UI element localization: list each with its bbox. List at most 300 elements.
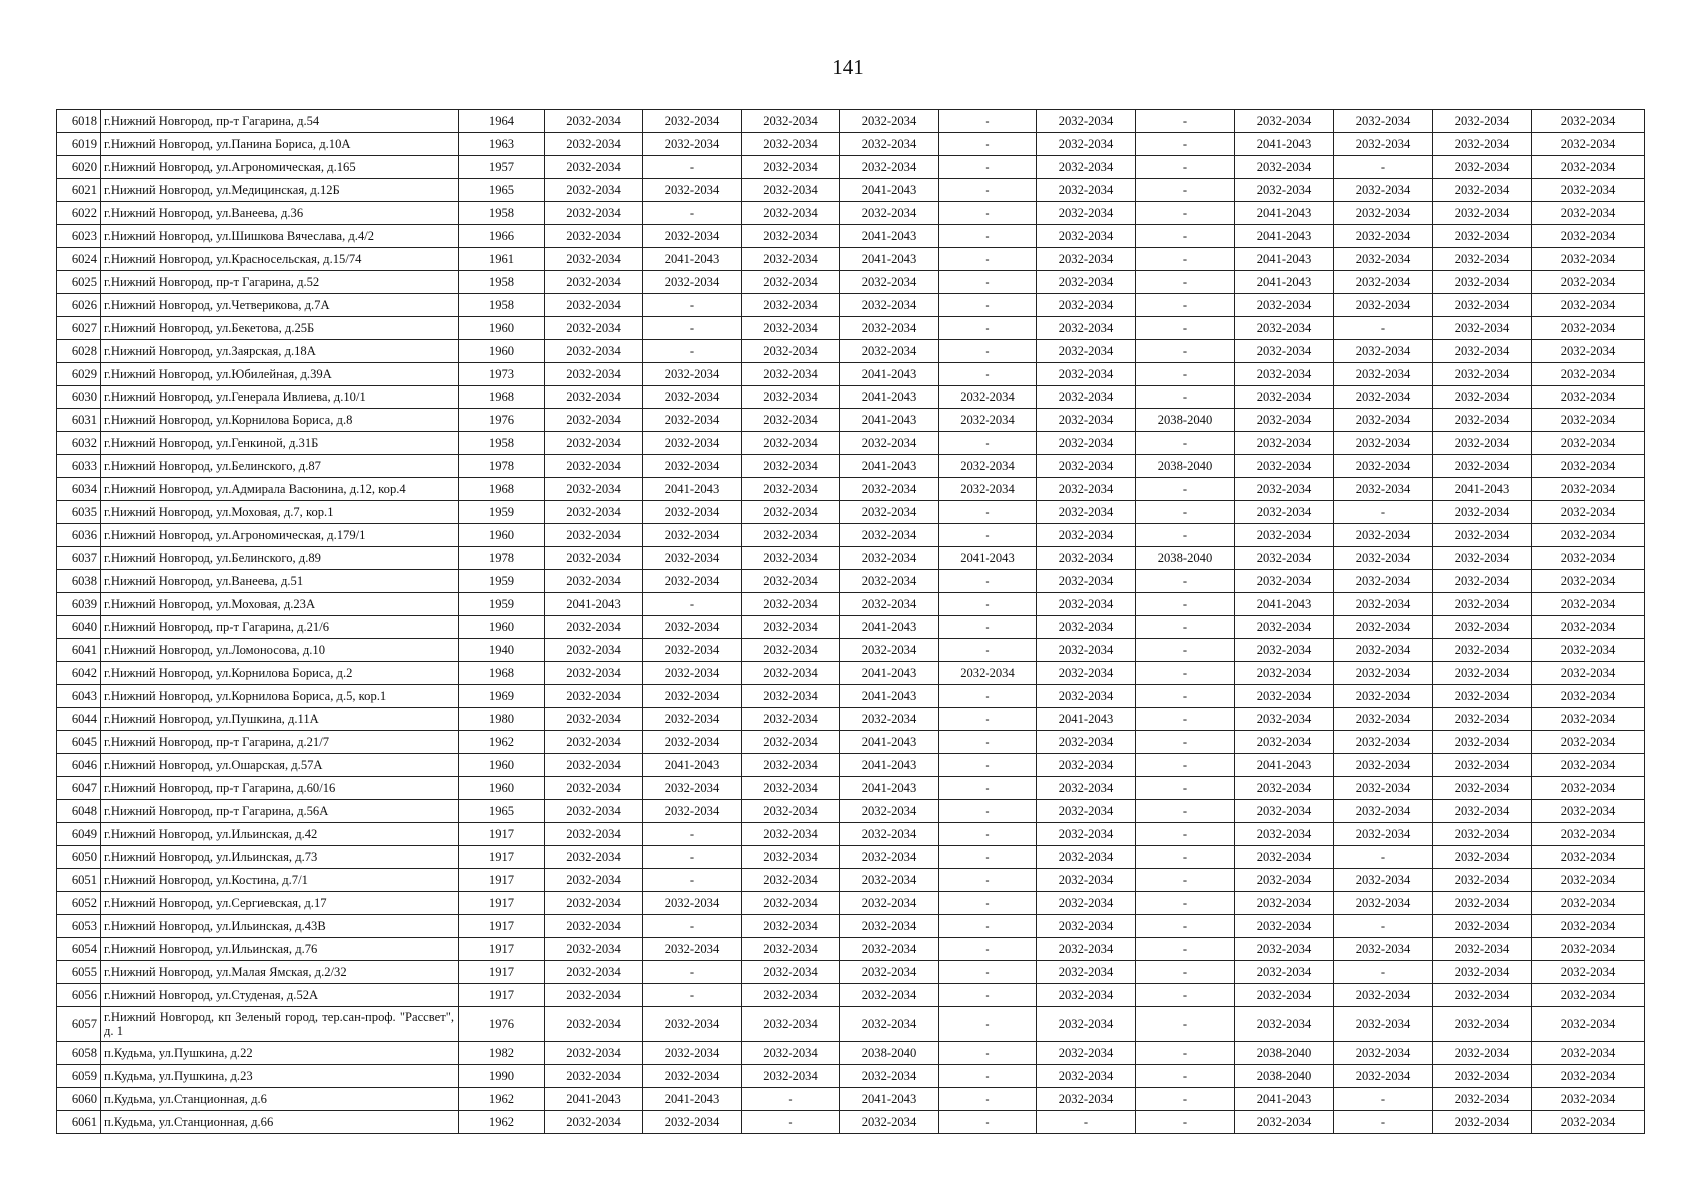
work-period-cell: -: [1136, 639, 1235, 662]
work-period-cell: 2038-2040: [1136, 547, 1235, 570]
year-built-cell: 1959: [459, 570, 545, 593]
work-period-cell: 2032-2034: [1433, 317, 1532, 340]
table-row: [57, 639, 1645, 662]
work-period-cell: 2032-2034: [1433, 363, 1532, 386]
work-period-cell: 2032-2034: [1235, 455, 1334, 478]
work-period-cell: 2041-2043: [1433, 478, 1532, 501]
work-period-cell: 2032-2034: [742, 294, 840, 317]
work-period-cell: 2032-2034: [545, 1007, 643, 1042]
work-period-cell: 2032-2034: [545, 915, 643, 938]
row-number-cell: 6041: [57, 639, 101, 662]
work-period-cell: 2032-2034: [1433, 271, 1532, 294]
work-period-cell: 2032-2034: [1532, 593, 1645, 616]
work-period-cell: 2032-2034: [545, 432, 643, 455]
work-period-cell: -: [643, 915, 742, 938]
work-period-cell: 2032-2034: [1334, 708, 1433, 731]
work-period-cell: 2032-2034: [939, 386, 1037, 409]
year-built-cell: 1964: [459, 110, 545, 133]
work-period-cell: 2032-2034: [1532, 1111, 1645, 1134]
work-period-cell: -: [1037, 1111, 1136, 1134]
work-period-cell: 2032-2034: [1532, 616, 1645, 639]
work-period-cell: -: [643, 202, 742, 225]
work-period-cell: 2032-2034: [1235, 731, 1334, 754]
work-period-cell: 2032-2034: [1334, 225, 1433, 248]
work-period-cell: 2041-2043: [1235, 225, 1334, 248]
work-period-cell: 2032-2034: [1433, 294, 1532, 317]
work-period-cell: 2032-2034: [545, 409, 643, 432]
row-number-cell: 6046: [57, 754, 101, 777]
work-period-cell: 2032-2034: [840, 639, 939, 662]
work-period-cell: 2032-2034: [1334, 1042, 1433, 1065]
work-period-cell: 2032-2034: [1433, 202, 1532, 225]
work-period-cell: 2032-2034: [1235, 984, 1334, 1007]
work-period-cell: -: [939, 271, 1037, 294]
work-period-cell: -: [939, 915, 1037, 938]
row-number-cell: 6050: [57, 846, 101, 869]
work-period-cell: 2038-2040: [840, 1042, 939, 1065]
work-period-cell: -: [939, 110, 1037, 133]
work-period-cell: 2032-2034: [545, 179, 643, 202]
year-built-cell: 1968: [459, 478, 545, 501]
work-period-cell: 2032-2034: [1532, 248, 1645, 271]
work-period-cell: 2032-2034: [643, 938, 742, 961]
table-row: [57, 1111, 1645, 1134]
work-period-cell: 2032-2034: [1433, 984, 1532, 1007]
work-period-cell: 2041-2043: [840, 616, 939, 639]
work-period-cell: 2032-2034: [840, 1111, 939, 1134]
work-period-cell: -: [939, 1042, 1037, 1065]
work-period-cell: 2032-2034: [1235, 317, 1334, 340]
work-period-cell: -: [1136, 570, 1235, 593]
work-period-cell: 2032-2034: [1037, 685, 1136, 708]
work-period-cell: 2032-2034: [1235, 501, 1334, 524]
work-period-cell: 2032-2034: [742, 593, 840, 616]
address-cell: г.Нижний Новгород, ул.Красносельская, д.15/74: [101, 248, 459, 271]
work-period-cell: 2032-2034: [1532, 892, 1645, 915]
year-built-cell: 1962: [459, 1111, 545, 1134]
table-row: [57, 938, 1645, 961]
work-period-cell: 2032-2034: [643, 455, 742, 478]
work-period-cell: 2032-2034: [1433, 570, 1532, 593]
work-period-cell: -: [939, 1088, 1037, 1111]
work-period-cell: 2032-2034: [643, 892, 742, 915]
work-period-cell: -: [939, 616, 1037, 639]
work-period-cell: 2032-2034: [840, 524, 939, 547]
work-period-cell: 2032-2034: [545, 823, 643, 846]
work-period-cell: 2032-2034: [1532, 294, 1645, 317]
year-built-cell: 1962: [459, 731, 545, 754]
work-period-cell: 2032-2034: [545, 731, 643, 754]
work-period-cell: 2032-2034: [1235, 616, 1334, 639]
work-period-cell: -: [1334, 156, 1433, 179]
row-number-cell: 6032: [57, 432, 101, 455]
year-built-cell: 1917: [459, 938, 545, 961]
work-period-cell: -: [939, 823, 1037, 846]
work-period-cell: 2032-2034: [1037, 777, 1136, 800]
work-period-cell: 2032-2034: [1037, 363, 1136, 386]
address-cell: п.Кудьма, ул.Пушкина, д.22: [101, 1042, 459, 1065]
work-period-cell: 2032-2034: [1433, 892, 1532, 915]
work-period-cell: 2032-2034: [1334, 777, 1433, 800]
work-period-cell: 2032-2034: [643, 616, 742, 639]
work-period-cell: 2032-2034: [742, 1042, 840, 1065]
work-period-cell: 2032-2034: [545, 202, 643, 225]
work-period-cell: 2032-2034: [742, 202, 840, 225]
year-built-cell: 1960: [459, 754, 545, 777]
year-built-cell: 1990: [459, 1065, 545, 1088]
work-period-cell: 2032-2034: [742, 639, 840, 662]
work-period-cell: 2032-2034: [643, 731, 742, 754]
work-period-cell: 2032-2034: [545, 846, 643, 869]
work-period-cell: 2041-2043: [840, 248, 939, 271]
row-number-cell: 6024: [57, 248, 101, 271]
work-period-cell: 2032-2034: [840, 984, 939, 1007]
row-number-cell: 6053: [57, 915, 101, 938]
work-period-cell: 2032-2034: [545, 869, 643, 892]
work-period-cell: 2032-2034: [742, 662, 840, 685]
work-period-cell: 2032-2034: [1433, 754, 1532, 777]
work-period-cell: 2032-2034: [643, 432, 742, 455]
work-period-cell: 2041-2043: [840, 754, 939, 777]
work-period-cell: 2032-2034: [1532, 478, 1645, 501]
work-period-cell: -: [939, 179, 1037, 202]
work-period-cell: 2032-2034: [643, 685, 742, 708]
row-number-cell: 6027: [57, 317, 101, 340]
work-period-cell: 2032-2034: [1433, 593, 1532, 616]
work-period-cell: 2032-2034: [742, 271, 840, 294]
work-period-cell: -: [1136, 156, 1235, 179]
year-built-cell: 1917: [459, 869, 545, 892]
table-row: [57, 317, 1645, 340]
work-period-cell: 2032-2034: [1235, 961, 1334, 984]
table-row: [57, 110, 1645, 133]
work-period-cell: 2032-2034: [1433, 156, 1532, 179]
work-period-cell: 2032-2034: [1532, 639, 1645, 662]
work-period-cell: 2032-2034: [1532, 432, 1645, 455]
row-number-cell: 6049: [57, 823, 101, 846]
work-period-cell: 2032-2034: [1433, 1111, 1532, 1134]
work-period-cell: -: [939, 754, 1037, 777]
work-period-cell: 2032-2034: [1235, 685, 1334, 708]
table-row: [57, 294, 1645, 317]
year-built-cell: 1958: [459, 271, 545, 294]
work-period-cell: 2032-2034: [1334, 685, 1433, 708]
year-built-cell: 1966: [459, 225, 545, 248]
work-period-cell: 2032-2034: [1334, 984, 1433, 1007]
work-period-cell: -: [939, 1065, 1037, 1088]
row-number-cell: 6043: [57, 685, 101, 708]
address-cell: г.Нижний Новгород, пр-т Гагарина, д.52: [101, 271, 459, 294]
work-period-cell: 2032-2034: [1235, 524, 1334, 547]
work-period-cell: 2032-2034: [1037, 248, 1136, 271]
row-number-cell: 6019: [57, 133, 101, 156]
address-cell: г.Нижний Новгород, ул.Ванеева, д.36: [101, 202, 459, 225]
address-cell: г.Нижний Новгород, ул.Генерала Ивлиева, д.10/1: [101, 386, 459, 409]
work-period-cell: 2032-2034: [1532, 961, 1645, 984]
work-period-cell: 2032-2034: [840, 869, 939, 892]
work-period-cell: -: [939, 685, 1037, 708]
work-period-cell: -: [742, 1111, 840, 1134]
address-cell: г.Нижний Новгород, пр-т Гагарина, д.60/16: [101, 777, 459, 800]
work-period-cell: 2032-2034: [1235, 363, 1334, 386]
work-period-cell: 2032-2034: [840, 340, 939, 363]
row-number-cell: 6055: [57, 961, 101, 984]
work-period-cell: 2032-2034: [1334, 616, 1433, 639]
work-period-cell: 2032-2034: [643, 1111, 742, 1134]
work-period-cell: 2032-2034: [840, 202, 939, 225]
work-period-cell: 2041-2043: [545, 1088, 643, 1111]
work-period-cell: 2032-2034: [643, 501, 742, 524]
year-built-cell: 1940: [459, 639, 545, 662]
work-period-cell: 2032-2034: [643, 363, 742, 386]
table-row: [57, 225, 1645, 248]
year-built-cell: 1968: [459, 662, 545, 685]
work-period-cell: -: [939, 202, 1037, 225]
work-period-cell: -: [939, 294, 1037, 317]
table-row: [57, 731, 1645, 754]
work-period-cell: 2032-2034: [1532, 800, 1645, 823]
work-period-cell: 2032-2034: [742, 110, 840, 133]
work-period-cell: 2032-2034: [1334, 892, 1433, 915]
row-number-cell: 6023: [57, 225, 101, 248]
address-cell: г.Нижний Новгород, ул.Четверикова, д.7А: [101, 294, 459, 317]
work-period-cell: 2032-2034: [1235, 662, 1334, 685]
table-row: [57, 685, 1645, 708]
work-period-cell: -: [1136, 938, 1235, 961]
housing-repair-schedule-table: [56, 109, 1645, 1134]
work-period-cell: 2041-2043: [840, 1088, 939, 1111]
work-period-cell: 2041-2043: [1037, 708, 1136, 731]
table-row: [57, 961, 1645, 984]
work-period-cell: -: [643, 156, 742, 179]
work-period-cell: 2032-2034: [545, 1065, 643, 1088]
work-period-cell: 2032-2034: [939, 478, 1037, 501]
address-cell: г.Нижний Новгород, ул.Генкиной, д.31Б: [101, 432, 459, 455]
work-period-cell: 2032-2034: [1037, 501, 1136, 524]
work-period-cell: 2032-2034: [545, 984, 643, 1007]
address-cell: г.Нижний Новгород, ул.Бекетова, д.25Б: [101, 317, 459, 340]
work-period-cell: 2032-2034: [1334, 524, 1433, 547]
work-period-cell: -: [1136, 501, 1235, 524]
year-built-cell: 1957: [459, 156, 545, 179]
year-built-cell: 1917: [459, 846, 545, 869]
work-period-cell: 2032-2034: [1433, 869, 1532, 892]
address-cell: г.Нижний Новгород, ул.Корнилова Бориса, д.5, кор.1: [101, 685, 459, 708]
work-period-cell: 2032-2034: [1532, 754, 1645, 777]
work-period-cell: 2032-2034: [742, 317, 840, 340]
work-period-cell: 2032-2034: [643, 110, 742, 133]
work-period-cell: 2032-2034: [545, 363, 643, 386]
work-period-cell: -: [939, 846, 1037, 869]
work-period-cell: 2032-2034: [1532, 547, 1645, 570]
work-period-cell: 2032-2034: [1235, 340, 1334, 363]
work-period-cell: -: [939, 363, 1037, 386]
work-period-cell: 2032-2034: [545, 294, 643, 317]
work-period-cell: 2032-2034: [1037, 340, 1136, 363]
work-period-cell: 2032-2034: [840, 892, 939, 915]
table-row: [57, 823, 1645, 846]
work-period-cell: 2032-2034: [1433, 961, 1532, 984]
work-period-cell: 2032-2034: [545, 225, 643, 248]
work-period-cell: 2032-2034: [643, 1065, 742, 1088]
year-built-cell: 1960: [459, 340, 545, 363]
work-period-cell: 2032-2034: [1433, 846, 1532, 869]
table-row: [57, 363, 1645, 386]
work-period-cell: 2032-2034: [840, 593, 939, 616]
work-period-cell: 2032-2034: [1433, 1042, 1532, 1065]
work-period-cell: 2032-2034: [1037, 662, 1136, 685]
work-period-cell: 2032-2034: [545, 662, 643, 685]
table-row: [57, 662, 1645, 685]
work-period-cell: 2032-2034: [742, 225, 840, 248]
work-period-cell: 2032-2034: [1532, 708, 1645, 731]
work-period-cell: 2032-2034: [1334, 294, 1433, 317]
work-period-cell: 2032-2034: [1334, 754, 1433, 777]
work-period-cell: 2041-2043: [1235, 271, 1334, 294]
work-period-cell: 2032-2034: [1235, 915, 1334, 938]
work-period-cell: 2032-2034: [1532, 271, 1645, 294]
work-period-cell: 2032-2034: [1235, 570, 1334, 593]
work-period-cell: 2032-2034: [1433, 616, 1532, 639]
address-cell: г.Нижний Новгород, ул.Агрономическая, д.179/1: [101, 524, 459, 547]
address-cell: г.Нижний Новгород, ул.Пушкина, д.11А: [101, 708, 459, 731]
work-period-cell: 2032-2034: [1532, 225, 1645, 248]
work-period-cell: -: [939, 248, 1037, 271]
work-period-cell: 2032-2034: [1037, 455, 1136, 478]
table-row: [57, 133, 1645, 156]
work-period-cell: -: [939, 984, 1037, 1007]
work-period-cell: 2032-2034: [1433, 1088, 1532, 1111]
work-period-cell: 2032-2034: [1433, 915, 1532, 938]
work-period-cell: 2032-2034: [1235, 547, 1334, 570]
work-period-cell: 2032-2034: [1334, 432, 1433, 455]
work-period-cell: -: [939, 731, 1037, 754]
work-period-cell: 2032-2034: [742, 915, 840, 938]
work-period-cell: 2032-2034: [1532, 386, 1645, 409]
work-period-cell: 2032-2034: [1532, 363, 1645, 386]
work-period-cell: 2032-2034: [1037, 294, 1136, 317]
address-cell: г.Нижний Новгород, ул.Ильинская, д.43В: [101, 915, 459, 938]
work-period-cell: 2032-2034: [1532, 202, 1645, 225]
row-number-cell: 6060: [57, 1088, 101, 1111]
work-period-cell: -: [1136, 110, 1235, 133]
address-cell: г.Нижний Новгород, ул.Корнилова Бориса, д.8: [101, 409, 459, 432]
work-period-cell: 2032-2034: [742, 156, 840, 179]
table-row: [57, 340, 1645, 363]
table-row: [57, 1088, 1645, 1111]
work-period-cell: 2032-2034: [643, 225, 742, 248]
work-period-cell: 2032-2034: [1433, 1065, 1532, 1088]
row-number-cell: 6037: [57, 547, 101, 570]
table-row: [57, 754, 1645, 777]
work-period-cell: 2032-2034: [1433, 110, 1532, 133]
work-period-cell: -: [939, 593, 1037, 616]
row-number-cell: 6045: [57, 731, 101, 754]
row-number-cell: 6026: [57, 294, 101, 317]
work-period-cell: 2032-2034: [939, 662, 1037, 685]
work-period-cell: -: [939, 524, 1037, 547]
work-period-cell: 2032-2034: [643, 386, 742, 409]
work-period-cell: 2032-2034: [1334, 133, 1433, 156]
work-period-cell: 2032-2034: [1235, 639, 1334, 662]
table-row: [57, 455, 1645, 478]
work-period-cell: -: [1334, 915, 1433, 938]
work-period-cell: 2032-2034: [742, 800, 840, 823]
table-row: [57, 202, 1645, 225]
row-number-cell: 6054: [57, 938, 101, 961]
work-period-cell: 2032-2034: [1037, 639, 1136, 662]
work-period-cell: 2032-2034: [1235, 110, 1334, 133]
row-number-cell: 6056: [57, 984, 101, 1007]
work-period-cell: 2032-2034: [840, 110, 939, 133]
work-period-cell: 2038-2040: [1136, 455, 1235, 478]
work-period-cell: 2032-2034: [545, 524, 643, 547]
work-period-cell: 2041-2043: [1235, 248, 1334, 271]
address-cell: г.Нижний Новгород, кп Зеленый город, тер.сан-проф. "Рассвет", д. 1: [101, 1007, 459, 1042]
table-row: [57, 570, 1645, 593]
work-period-cell: -: [643, 823, 742, 846]
work-period-cell: 2032-2034: [1433, 133, 1532, 156]
table-row: [57, 777, 1645, 800]
table-row: [57, 1042, 1645, 1065]
table-row: [57, 616, 1645, 639]
address-cell: г.Нижний Новгород, ул.Ильинская, д.76: [101, 938, 459, 961]
work-period-cell: 2038-2040: [1235, 1065, 1334, 1088]
work-period-cell: 2032-2034: [1433, 777, 1532, 800]
work-period-cell: 2032-2034: [742, 961, 840, 984]
work-period-cell: 2032-2034: [1037, 800, 1136, 823]
work-period-cell: 2041-2043: [939, 547, 1037, 570]
work-period-cell: -: [939, 501, 1037, 524]
work-period-cell: 2032-2034: [1433, 685, 1532, 708]
table-row: [57, 478, 1645, 501]
work-period-cell: 2032-2034: [643, 524, 742, 547]
work-period-cell: 2041-2043: [840, 409, 939, 432]
work-period-cell: -: [939, 225, 1037, 248]
work-period-cell: 2032-2034: [1532, 340, 1645, 363]
work-period-cell: 2032-2034: [545, 1042, 643, 1065]
work-period-cell: -: [1136, 1111, 1235, 1134]
work-period-cell: 2032-2034: [742, 386, 840, 409]
work-period-cell: 2032-2034: [1235, 179, 1334, 202]
work-period-cell: 2041-2043: [840, 386, 939, 409]
work-period-cell: 2041-2043: [840, 455, 939, 478]
work-period-cell: -: [1334, 317, 1433, 340]
work-period-cell: 2032-2034: [1037, 317, 1136, 340]
year-built-cell: 1968: [459, 386, 545, 409]
work-period-cell: -: [939, 961, 1037, 984]
work-period-cell: 2032-2034: [1433, 1007, 1532, 1042]
row-number-cell: 6048: [57, 800, 101, 823]
year-built-cell: 1960: [459, 524, 545, 547]
year-built-cell: 1917: [459, 915, 545, 938]
work-period-cell: 2032-2034: [1037, 432, 1136, 455]
work-period-cell: 2032-2034: [1532, 662, 1645, 685]
work-period-cell: 2032-2034: [1037, 409, 1136, 432]
work-period-cell: 2032-2034: [1235, 478, 1334, 501]
work-period-cell: 2032-2034: [1235, 846, 1334, 869]
work-period-cell: 2032-2034: [545, 892, 643, 915]
work-period-cell: 2032-2034: [1532, 731, 1645, 754]
work-period-cell: -: [1136, 317, 1235, 340]
work-period-cell: 2032-2034: [545, 271, 643, 294]
work-period-cell: -: [1136, 961, 1235, 984]
work-period-cell: 2032-2034: [1037, 869, 1136, 892]
work-period-cell: -: [1136, 179, 1235, 202]
work-period-cell: 2032-2034: [1235, 777, 1334, 800]
work-period-cell: -: [1136, 432, 1235, 455]
work-period-cell: 2032-2034: [1532, 1042, 1645, 1065]
